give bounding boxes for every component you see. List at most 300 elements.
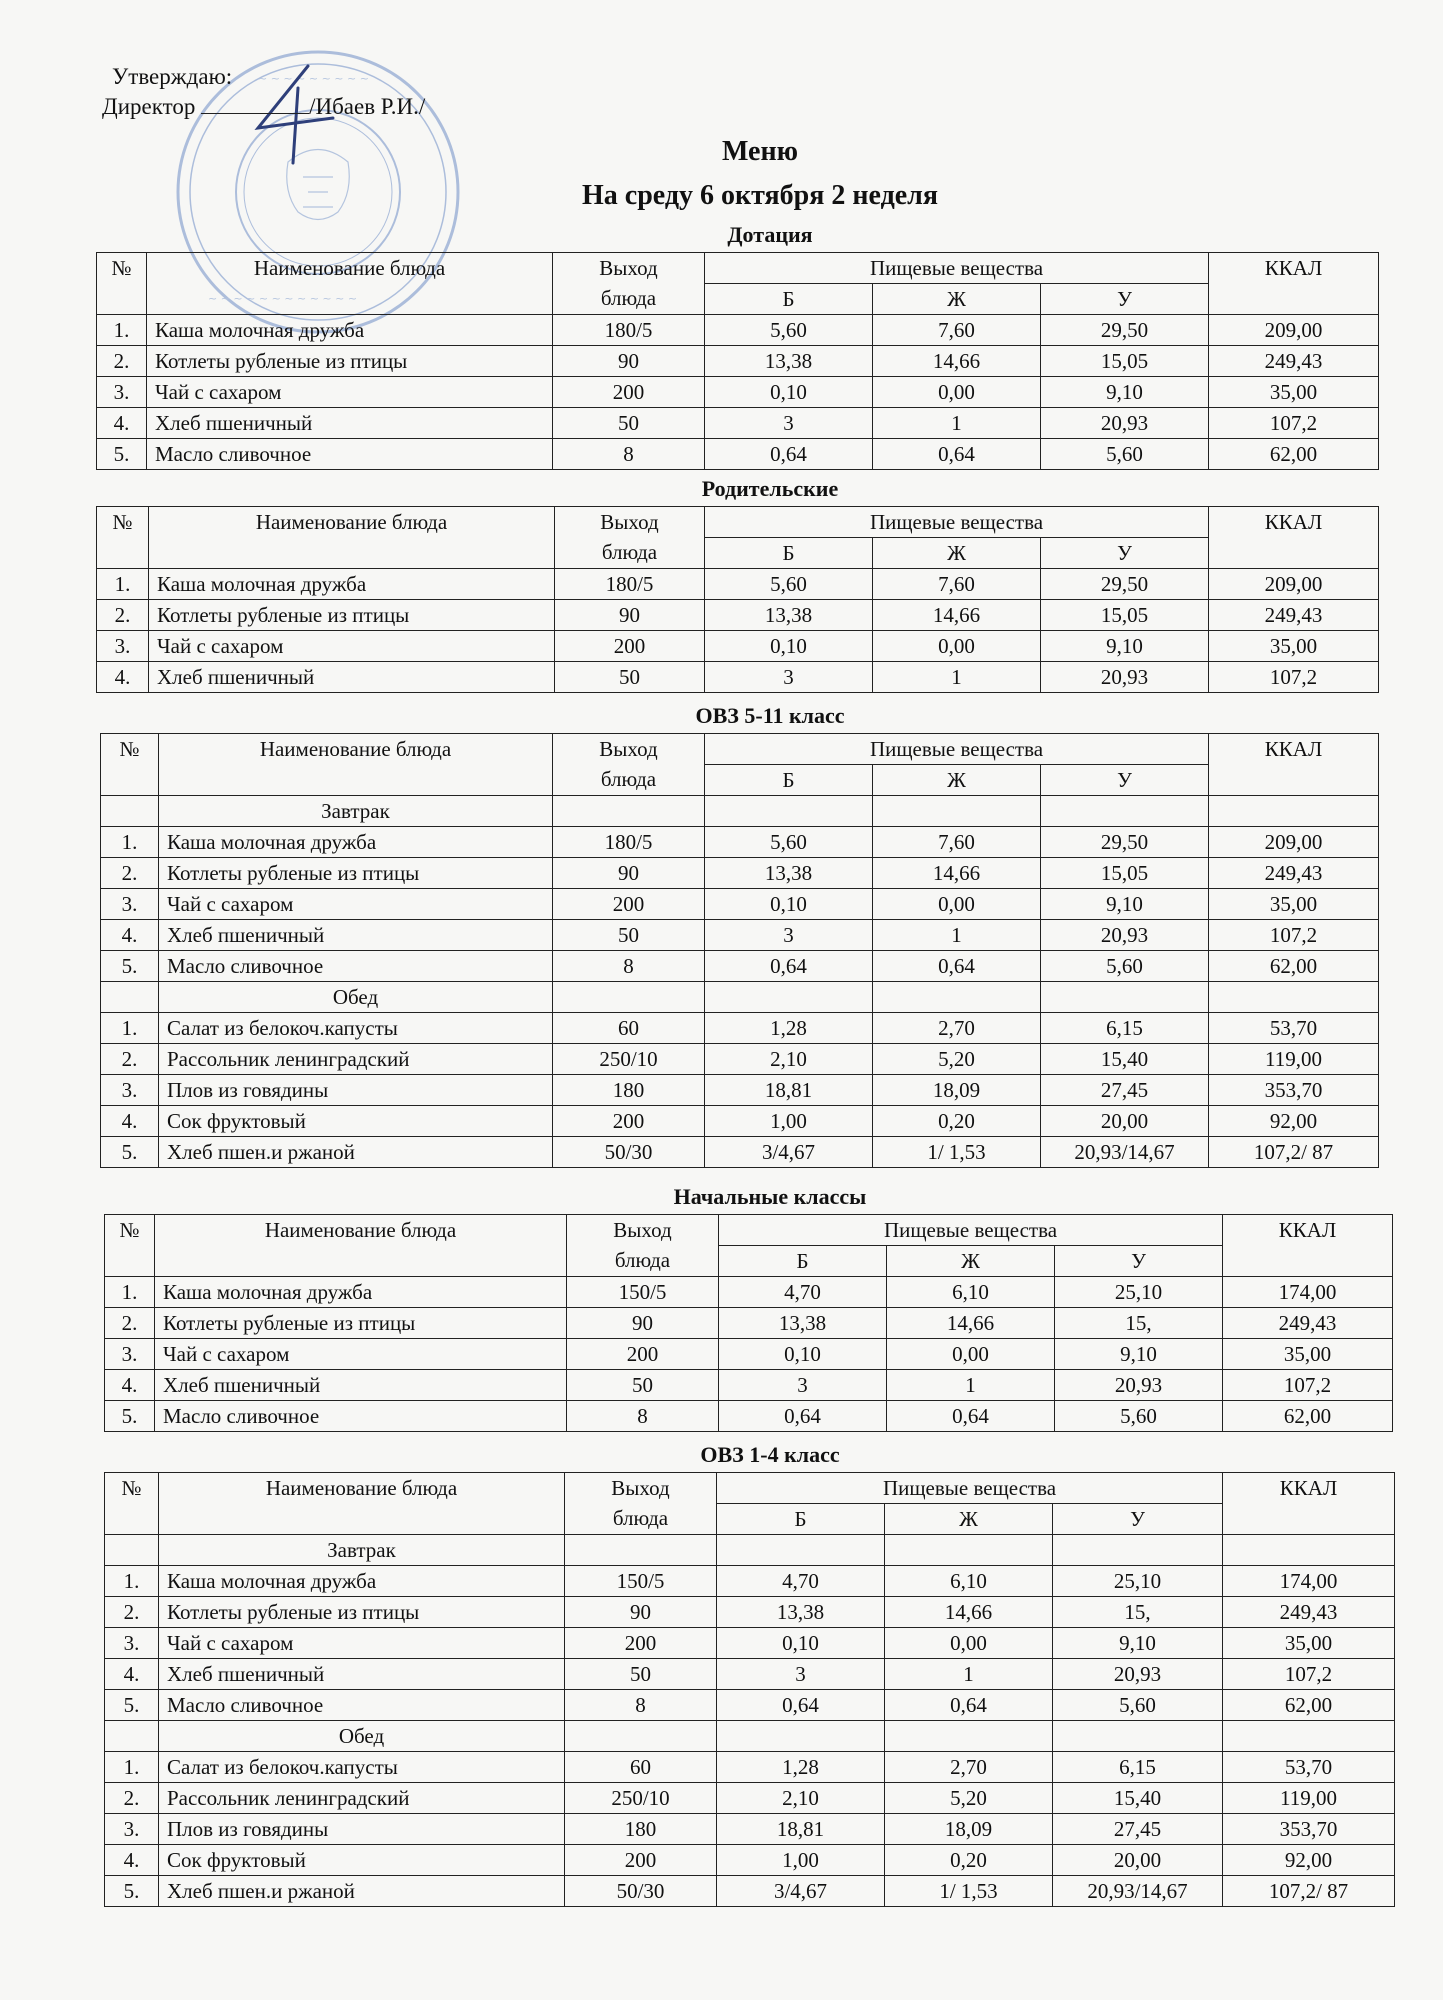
kcal: 92,00 [1209, 1106, 1379, 1137]
dish-name: Хлеб пшеничный [147, 408, 553, 439]
fat: 18,09 [873, 1075, 1041, 1106]
empty-cell [873, 796, 1041, 827]
table-row [105, 1752, 1395, 1783]
table-row [101, 1044, 1379, 1075]
row-num: 3. [97, 377, 147, 408]
row-num: 1. [97, 315, 147, 346]
protein: 0,64 [705, 439, 873, 470]
empty-cell [1041, 982, 1209, 1013]
protein: 5,60 [705, 315, 873, 346]
dish-yield: 150/5 [567, 1277, 719, 1308]
fat: 7,60 [873, 315, 1041, 346]
fat: 14,66 [873, 858, 1041, 889]
protein: 2,10 [705, 1044, 873, 1075]
table-row [97, 439, 1379, 470]
protein: 13,38 [705, 858, 873, 889]
empty-cell [105, 1535, 159, 1566]
empty-cell [1223, 1535, 1395, 1566]
kcal: 35,00 [1209, 889, 1379, 920]
row-num: 2. [101, 858, 159, 889]
fat: 2,70 [885, 1752, 1053, 1783]
protein: 18,81 [705, 1075, 873, 1106]
header-name: Наименование блюда [155, 1215, 567, 1277]
fat: 0,20 [885, 1845, 1053, 1876]
meal-group-row [105, 1535, 1395, 1566]
empty-cell [885, 1535, 1053, 1566]
fat: 0,00 [873, 631, 1041, 662]
header-fat: Ж [885, 1504, 1053, 1535]
table-row [101, 920, 1379, 951]
protein: 2,10 [717, 1783, 885, 1814]
table-header-row [97, 507, 1379, 538]
row-num: 2. [101, 1044, 159, 1075]
protein: 0,10 [717, 1628, 885, 1659]
protein: 3 [705, 408, 873, 439]
kcal: 62,00 [1223, 1401, 1393, 1432]
table-row [105, 1339, 1393, 1370]
empty-cell [1209, 982, 1379, 1013]
kcal: 107,2 [1223, 1370, 1393, 1401]
protein: 1,00 [717, 1845, 885, 1876]
fat: 0,00 [873, 889, 1041, 920]
dish-yield: 50 [565, 1659, 717, 1690]
table-row [97, 408, 1379, 439]
table-row [101, 1013, 1379, 1044]
fat: 7,60 [873, 569, 1041, 600]
header-nutrients: Пищевые вещества [705, 253, 1209, 284]
row-num: 4. [97, 408, 147, 439]
section-title: Дотация [727, 222, 813, 247]
protein: 3 [719, 1370, 887, 1401]
empty-cell [1053, 1535, 1223, 1566]
row-num: 2. [105, 1308, 155, 1339]
table-row [105, 1566, 1395, 1597]
header-carbs: У [1041, 284, 1209, 315]
approval-block [102, 62, 425, 122]
header-nutrients: Пищевые вещества [719, 1215, 1223, 1246]
protein: 1,28 [705, 1013, 873, 1044]
dish-yield: 50 [555, 662, 705, 693]
row-num: 3. [105, 1628, 159, 1659]
dish-name: Каша молочная дружба [155, 1277, 567, 1308]
header-fat: Ж [873, 765, 1041, 796]
row-num: 4. [101, 920, 159, 951]
kcal: 35,00 [1223, 1339, 1393, 1370]
carbs: 29,50 [1041, 569, 1209, 600]
kcal: 53,70 [1209, 1013, 1379, 1044]
carbs: 15,40 [1053, 1783, 1223, 1814]
dish-name: Рассольник ленинградский [159, 1044, 553, 1075]
table-row [97, 377, 1379, 408]
empty-cell [553, 982, 705, 1013]
menu-table [96, 252, 1379, 470]
protein: 3 [705, 920, 873, 951]
dish-yield: 180/5 [553, 315, 705, 346]
dish-name: Салат из белокоч.капусты [159, 1013, 553, 1044]
carbs: 20,93 [1041, 662, 1209, 693]
row-num: 1. [105, 1752, 159, 1783]
header-yield-line2: блюда [614, 1248, 671, 1272]
header-name: Наименование блюда [147, 253, 553, 315]
header-protein: Б [717, 1504, 885, 1535]
carbs: 9,10 [1055, 1339, 1223, 1370]
kcal: 107,2/ 87 [1209, 1137, 1379, 1168]
dish-name: Котлеты рубленые из птицы [149, 600, 555, 631]
protein: 13,38 [705, 600, 873, 631]
dish-name: Сок фруктовый [159, 1106, 553, 1137]
row-num: 1. [105, 1566, 159, 1597]
table-row [101, 827, 1379, 858]
row-num: 5. [97, 439, 147, 470]
fat: 1 [873, 408, 1041, 439]
carbs: 9,10 [1053, 1628, 1223, 1659]
dish-name: Хлеб пшеничный [159, 920, 553, 951]
table-header-row [105, 1215, 1393, 1246]
kcal: 107,2 [1209, 408, 1379, 439]
row-num: 2. [97, 346, 147, 377]
carbs: 15,05 [1041, 858, 1209, 889]
empty-cell [565, 1721, 717, 1752]
dish-name: Рассольник ленинградский [159, 1783, 565, 1814]
protein: 13,38 [717, 1597, 885, 1628]
header-yield-line2: блюда [601, 540, 658, 564]
header-yield-line2: блюда [612, 1506, 669, 1530]
header-fat: Ж [873, 284, 1041, 315]
carbs: 5,60 [1041, 951, 1209, 982]
approval-heading: Утверждаю: [112, 64, 233, 89]
kcal: 107,2/ 87 [1223, 1876, 1395, 1907]
empty-cell [873, 982, 1041, 1013]
director-name: /Ибаев Р.И./ [309, 94, 426, 119]
dish-name: Салат из белокоч.капусты [159, 1752, 565, 1783]
header-name: Наименование блюда [159, 1473, 565, 1535]
dish-yield: 8 [553, 439, 705, 470]
header-carbs: У [1041, 765, 1209, 796]
fat: 14,66 [873, 346, 1041, 377]
carbs: 5,60 [1041, 439, 1209, 470]
carbs: 15,05 [1041, 346, 1209, 377]
header-nutrients: Пищевые вещества [717, 1473, 1223, 1504]
kcal: 62,00 [1209, 439, 1379, 470]
table-row [97, 346, 1379, 377]
header-protein: Б [705, 538, 873, 569]
fat: 0,64 [885, 1690, 1053, 1721]
dish-name: Масло сливочное [159, 951, 553, 982]
menu-table [96, 506, 1379, 693]
dish-name: Хлеб пшеничный [149, 662, 555, 693]
table-row [101, 1137, 1379, 1168]
protein: 0,10 [705, 631, 873, 662]
dish-yield: 200 [565, 1628, 717, 1659]
row-num: 1. [101, 827, 159, 858]
header-kcal: ККАЛ [1209, 734, 1379, 796]
protein: 0,10 [705, 889, 873, 920]
kcal: 249,43 [1209, 346, 1379, 377]
header-fat: Ж [873, 538, 1041, 569]
protein: 13,38 [719, 1308, 887, 1339]
kcal: 174,00 [1223, 1277, 1393, 1308]
dish-yield: 180/5 [553, 827, 705, 858]
carbs: 5,60 [1055, 1401, 1223, 1432]
header-carbs: У [1041, 538, 1209, 569]
dish-yield: 50 [553, 920, 705, 951]
protein: 0,64 [717, 1690, 885, 1721]
row-num: 1. [105, 1277, 155, 1308]
fat: 1 [887, 1370, 1055, 1401]
header-yield-line1: Выход [600, 510, 659, 534]
row-num: 5. [101, 1137, 159, 1168]
row-num: 1. [101, 1013, 159, 1044]
dish-name: Хлеб пшен.и ржаной [159, 1876, 565, 1907]
carbs: 6,15 [1041, 1013, 1209, 1044]
table-row [105, 1690, 1395, 1721]
carbs: 9,10 [1041, 631, 1209, 662]
dish-name: Плов из говядины [159, 1814, 565, 1845]
dish-name: Хлеб пшен.и ржаной [159, 1137, 553, 1168]
carbs: 29,50 [1041, 827, 1209, 858]
dish-yield: 50 [567, 1370, 719, 1401]
header-yield-line2: блюда [600, 286, 657, 310]
dish-yield: 90 [553, 346, 705, 377]
carbs: 20,00 [1053, 1845, 1223, 1876]
table-header-row [101, 734, 1379, 765]
fat: 0,00 [885, 1628, 1053, 1659]
dish-name: Котлеты рубленые из птицы [147, 346, 553, 377]
empty-cell [1041, 796, 1209, 827]
dish-yield: 8 [553, 951, 705, 982]
dish-yield: 200 [565, 1845, 717, 1876]
menu-title: Меню [721, 136, 798, 167]
menu-table [100, 733, 1379, 1168]
dish-name: Чай с сахаром [155, 1339, 567, 1370]
carbs: 20,93 [1055, 1370, 1223, 1401]
carbs: 27,45 [1053, 1814, 1223, 1845]
protein: 0,10 [719, 1339, 887, 1370]
header-yield-line2: блюда [600, 767, 657, 791]
row-num: 1. [97, 569, 149, 600]
dish-yield: 200 [553, 1106, 705, 1137]
empty-cell [885, 1721, 1053, 1752]
header-yield [553, 734, 705, 796]
protein: 4,70 [719, 1277, 887, 1308]
table-row [97, 631, 1379, 662]
kcal: 353,70 [1209, 1075, 1379, 1106]
row-num: 2. [105, 1783, 159, 1814]
section-title: Начальные классы [673, 1184, 867, 1209]
meal-group-label: Завтрак [159, 1535, 565, 1566]
header-yield-line1: Выход [613, 1218, 672, 1242]
header-protein: Б [705, 284, 873, 315]
empty-cell [1209, 796, 1379, 827]
kcal: 249,43 [1223, 1308, 1393, 1339]
meal-group-row [105, 1721, 1395, 1752]
carbs: 29,50 [1041, 315, 1209, 346]
protein: 18,81 [717, 1814, 885, 1845]
dish-yield: 200 [553, 377, 705, 408]
menu-table [104, 1472, 1395, 1907]
row-num: 3. [97, 631, 149, 662]
row-num: 4. [105, 1370, 155, 1401]
dish-yield: 180 [565, 1814, 717, 1845]
header-kcal: ККАЛ [1209, 507, 1379, 569]
dish-name: Чай с сахаром [159, 1628, 565, 1659]
dish-yield: 150/5 [565, 1566, 717, 1597]
fat: 0,64 [873, 951, 1041, 982]
header-protein: Б [705, 765, 873, 796]
dish-yield: 180 [553, 1075, 705, 1106]
kcal: 209,00 [1209, 827, 1379, 858]
carbs: 27,45 [1041, 1075, 1209, 1106]
table-header-row [97, 253, 1379, 284]
protein: 1,28 [717, 1752, 885, 1783]
fat: 14,66 [885, 1597, 1053, 1628]
kcal: 107,2 [1209, 662, 1379, 693]
fat: 14,66 [887, 1308, 1055, 1339]
kcal: 62,00 [1209, 951, 1379, 982]
section-title: ОВЗ 5-11 класс [695, 703, 845, 728]
dish-yield: 200 [555, 631, 705, 662]
protein: 3 [705, 662, 873, 693]
dish-name: Котлеты рубленые из птицы [155, 1308, 567, 1339]
empty-cell [1053, 1721, 1223, 1752]
row-num: 4. [101, 1106, 159, 1137]
table-row [101, 889, 1379, 920]
fat: 1 [873, 920, 1041, 951]
table-row [105, 1783, 1395, 1814]
kcal: 62,00 [1223, 1690, 1395, 1721]
fat: 0,00 [887, 1339, 1055, 1370]
header-yield [565, 1473, 717, 1535]
header-yield [567, 1215, 719, 1277]
kcal: 92,00 [1223, 1845, 1395, 1876]
dish-yield: 90 [555, 600, 705, 631]
protein: 4,70 [717, 1566, 885, 1597]
dish-name: Плов из говядины [159, 1075, 553, 1106]
dish-yield: 90 [567, 1308, 719, 1339]
carbs: 15,05 [1041, 600, 1209, 631]
fat: 0,20 [873, 1106, 1041, 1137]
row-num: 4. [105, 1659, 159, 1690]
dish-name: Каша молочная дружба [159, 1566, 565, 1597]
table-row [105, 1277, 1393, 1308]
fat: 1/ 1,53 [873, 1137, 1041, 1168]
header-name: Наименование блюда [149, 507, 555, 569]
menu-date: На среду 6 октября 2 неделя [581, 180, 939, 211]
dish-yield: 50/30 [553, 1137, 705, 1168]
menu-table [104, 1214, 1393, 1432]
meal-group-label: Завтрак [159, 796, 553, 827]
dish-yield: 8 [565, 1690, 717, 1721]
carbs: 5,60 [1053, 1690, 1223, 1721]
fat: 0,00 [873, 377, 1041, 408]
carbs: 20,93/14,67 [1041, 1137, 1209, 1168]
section-title: Родительские [701, 476, 839, 501]
header-num: № [97, 253, 147, 315]
empty-cell [717, 1535, 885, 1566]
fat: 2,70 [873, 1013, 1041, 1044]
header-carbs: У [1053, 1504, 1223, 1535]
header-yield-line1: Выход [599, 256, 658, 280]
meal-group-label: Обед [159, 982, 553, 1013]
kcal: 353,70 [1223, 1814, 1395, 1845]
fat: 14,66 [873, 600, 1041, 631]
protein: 13,38 [705, 346, 873, 377]
fat: 1 [885, 1659, 1053, 1690]
kcal: 119,00 [1209, 1044, 1379, 1075]
carbs: 6,15 [1053, 1752, 1223, 1783]
header-kcal: ККАЛ [1223, 1473, 1395, 1535]
header-carbs: У [1055, 1246, 1223, 1277]
dish-yield: 90 [565, 1597, 717, 1628]
header-fat: Ж [887, 1246, 1055, 1277]
fat: 5,20 [885, 1783, 1053, 1814]
carbs: 20,93 [1041, 408, 1209, 439]
empty-cell [101, 982, 159, 1013]
carbs: 20,93 [1041, 920, 1209, 951]
meal-group-label: Обед [159, 1721, 565, 1752]
carbs: 20,00 [1041, 1106, 1209, 1137]
protein: 5,60 [705, 569, 873, 600]
protein: 0,64 [719, 1401, 887, 1432]
dish-name: Котлеты рубленые из птицы [159, 858, 553, 889]
kcal: 35,00 [1209, 631, 1379, 662]
kcal: 209,00 [1209, 569, 1379, 600]
empty-cell [101, 796, 159, 827]
protein: 0,64 [705, 951, 873, 982]
table-row [101, 1075, 1379, 1106]
dish-name: Каша молочная дружба [149, 569, 555, 600]
row-num: 3. [105, 1814, 159, 1845]
svg-text:~ ~ ~ ~ ~ ~ ~ ~ ~: ~ ~ ~ ~ ~ ~ ~ ~ ~ [258, 72, 369, 85]
row-num: 3. [105, 1339, 155, 1370]
table-row [105, 1814, 1395, 1845]
table-row [101, 858, 1379, 889]
dish-yield: 8 [567, 1401, 719, 1432]
dish-name: Масло сливочное [159, 1690, 565, 1721]
meal-group-row [101, 982, 1379, 1013]
header-num: № [101, 734, 159, 796]
row-num: 5. [105, 1876, 159, 1907]
svg-text:~ ~ ~ ~ ~ ~ ~ ~ ~ ~ ~ ~: ~ ~ ~ ~ ~ ~ ~ ~ ~ ~ ~ ~ [208, 292, 358, 305]
row-num: 2. [97, 600, 149, 631]
table-row [105, 1308, 1393, 1339]
fat: 1 [873, 662, 1041, 693]
header-kcal: ККАЛ [1209, 253, 1379, 315]
row-num: 5. [105, 1690, 159, 1721]
carbs: 15, [1055, 1308, 1223, 1339]
header-nutrients: Пищевые вещества [705, 507, 1209, 538]
table-row [101, 1106, 1379, 1137]
dish-yield: 60 [565, 1752, 717, 1783]
row-num: 3. [101, 1075, 159, 1106]
table-row [105, 1659, 1395, 1690]
dish-name: Чай с сахаром [149, 631, 555, 662]
dish-yield: 50 [553, 408, 705, 439]
dish-yield: 50/30 [565, 1876, 717, 1907]
table-row [105, 1370, 1393, 1401]
header-num: № [105, 1215, 155, 1277]
dish-name: Хлеб пшеничный [159, 1659, 565, 1690]
dish-name: Масло сливочное [155, 1401, 567, 1432]
table-header-row [105, 1473, 1395, 1504]
carbs: 9,10 [1041, 377, 1209, 408]
table-row [105, 1401, 1393, 1432]
fat: 0,64 [873, 439, 1041, 470]
empty-cell [717, 1721, 885, 1752]
kcal: 249,43 [1209, 858, 1379, 889]
kcal: 107,2 [1209, 920, 1379, 951]
protein: 3 [717, 1659, 885, 1690]
